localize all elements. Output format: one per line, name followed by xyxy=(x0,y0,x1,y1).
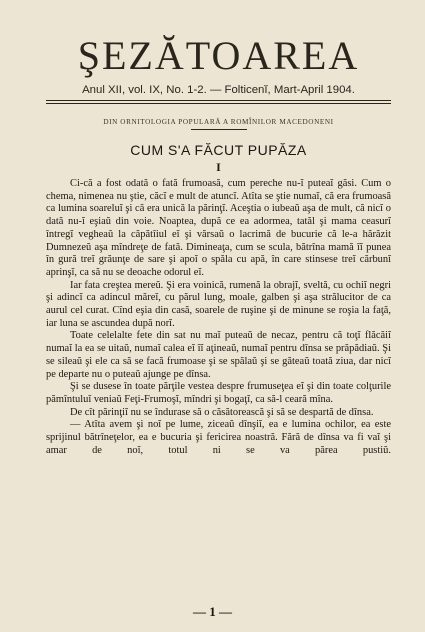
article-title: CUM S'A FĂCUT PUPĂZA xyxy=(130,142,307,158)
paragraph: Şi se dusese în toate părţile vestea despre frumuseţea eĭ şi din toate colţurile pămîntuluĭ veniaŭ Feţi-Frumoşĭ, mîndri şi bogaţĭ, ca să-l ceară mîna. xyxy=(46,381,391,405)
header-rule xyxy=(46,100,391,101)
paragraph: De cît părinţiĭ nu se îndurase să o căsătorească şi să se despartă de dînsa. xyxy=(70,406,374,418)
section-kicker: DIN ORNITOLOGIA POPULARĂ A ROMÎNILOR MACEDONENI xyxy=(103,118,334,126)
paragraph: — Atîta avem şi noĭ pe lume, ziceaŭ dînşiĭ, ea e lumina ochilor, ea este sprijinul bătrîneţelor, ea e bucuria şi fericirea noastră. Fără de dînsa va fi vaĭ şi amar de noĭ, totul ni se va părea pustiŭ. xyxy=(46,419,391,456)
masthead-title: ŞEZĂTOAREA xyxy=(77,33,360,78)
issue-line: Anul XII, vol. IX, No. 1-2. — Folticenĭ, Mart-April 1904. xyxy=(82,84,355,96)
paragraph: Iar fata creştea mereŭ. Şi era voinică, rumenă la obrajĭ, sveltă, cu ochiĭ negri şi adincĭ ca adincul măreĭ, cu părul lung, moale, galben şi aşa strălucitor de ca aurul cel curat. Cînd eşia din casă, soarele de ruşine şi de minune se roşia la faţă, iar luna se ascundea după norĭ. xyxy=(46,279,391,329)
page-number: — 1 — xyxy=(193,604,232,619)
section-rule xyxy=(191,129,247,130)
paragraph: Toate celelalte fete din sat nu maĭ puteaŭ de necaz, pentru că toţĭ flăcăiĭ numaĭ la ea se uitaŭ, numaĭ calea eĭ îĭ aţineaŭ, numaĭ pentru dînsa se prăpădiaŭ. Şi se sileaŭ şi ele ca să se facă frumoase şi se spălaŭ şi se găteaŭ toată ziua, dar nicĭ pe departe nu o puteaŭ ajunge pe dînsa. xyxy=(46,330,391,380)
article-body xyxy=(46,178,391,457)
paragraph: Ci-că a fost odată o fată frumoasă, cum pereche nu-ĭ puteaĭ găsi. Cum o chema, nimenea nu ştie, căcĭ e mult de atuncĭ. Atîta se ştie numaĭ, că era frumoasă ca lumina soareluĭ şi că era unică la părinţĭ. Aceştia o iubeaŭ aşa de mult, că nicĭ o dată nu-ĭ eşiaŭ din voie. Noaptea, după ce ea adormea, tatăl şi mama ceasurĭ întregĭ vegheaŭ la căpătîiul eĭ şi vărsaŭ o lacrimă de bucurie că le-a hărăzit Dumnezeŭ aşa mîndreţe de fată. Dimineaţa, cum se scula, bătrîna mamă îĭ punea în gură treĭ grăunţe de sare şi apoĭ o spăla cu apă, în care stinsese treĭ cărbunĭ aprinşĭ, ca să nu se deoache odorul eĭ. xyxy=(46,178,391,278)
journal-page xyxy=(0,32,425,632)
chapter-number: I xyxy=(216,160,221,174)
header-rule-thin xyxy=(46,103,391,104)
